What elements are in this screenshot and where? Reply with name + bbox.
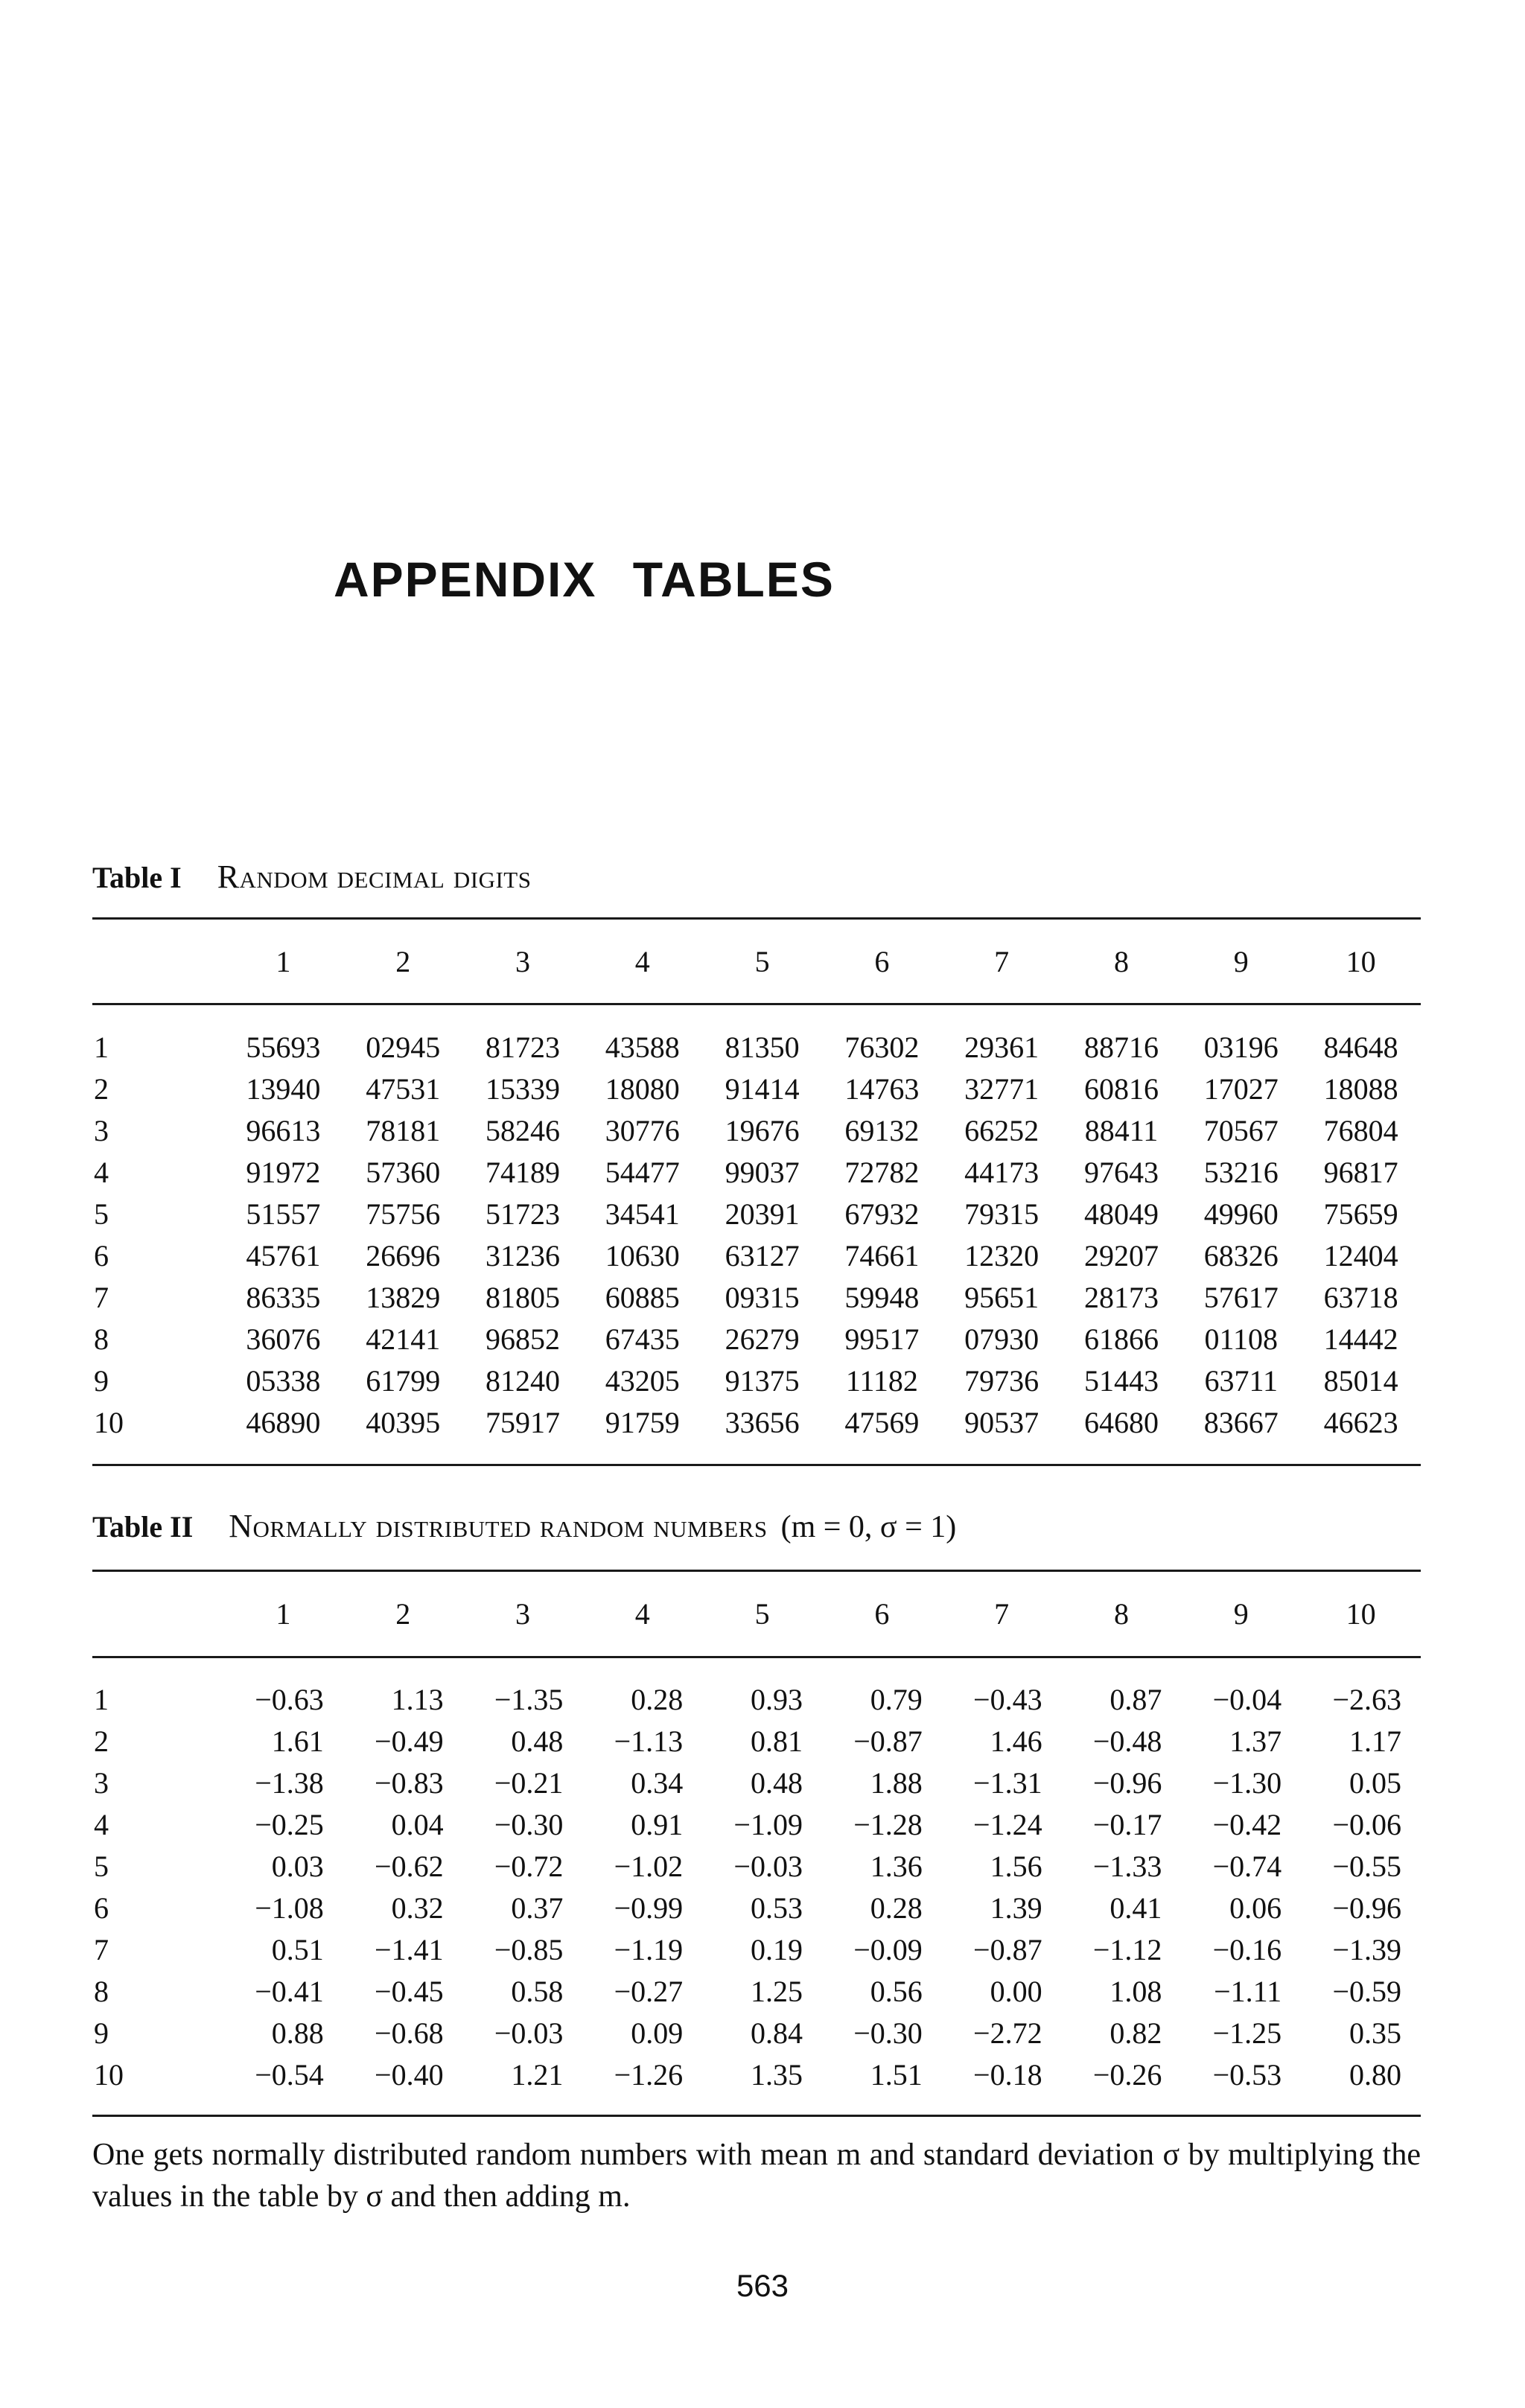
table-cell: −0.83 (375, 1765, 444, 1800)
column-header: 7 (994, 944, 1010, 978)
row-number: 8 (94, 1974, 109, 2008)
row-number: 3 (94, 1113, 109, 1147)
table-cell: −0.16 (1212, 1932, 1282, 1966)
row-number: 2 (94, 1724, 109, 1758)
table-cell: 0.34 (631, 1765, 684, 1800)
table-cell: −0.43 (973, 1682, 1042, 1716)
table-cell: −0.72 (494, 1849, 564, 1883)
column-header: 2 (395, 944, 411, 978)
table-cell: 67932 (844, 1197, 920, 1231)
table-cell: 0.09 (631, 2016, 684, 2050)
table-cell: −0.40 (375, 2057, 444, 2092)
table-row (92, 1360, 1421, 1401)
table-cell: 54477 (605, 1155, 680, 1189)
table-cell: 88716 (1083, 1030, 1159, 1064)
table-cell: −1.09 (733, 1807, 803, 1841)
table-cell: 1.13 (391, 1682, 444, 1716)
column-header: 1 (276, 944, 291, 978)
table-cell: 18080 (605, 1071, 680, 1106)
table-cell: 60885 (605, 1280, 680, 1314)
table-cell: 05338 (246, 1363, 321, 1398)
table-row (92, 1720, 1421, 1762)
table-cell: 0.37 (511, 1891, 564, 1925)
table-cell: −1.25 (1212, 2016, 1282, 2050)
table-cell: 1.61 (271, 1724, 324, 1758)
row-number: 1 (94, 1682, 109, 1716)
table-cell: 81350 (725, 1030, 800, 1064)
table-cell: −0.63 (255, 1682, 324, 1716)
table-row (92, 1068, 1421, 1109)
column-header: 4 (634, 1596, 650, 1631)
table-cell: 74661 (844, 1238, 920, 1273)
table-cell: 91759 (605, 1405, 680, 1439)
table-cell: 78181 (366, 1113, 441, 1147)
table-cell: −0.04 (1212, 1682, 1282, 1716)
table1-caption (92, 858, 531, 896)
table-row (92, 1928, 1421, 1970)
table-cell: 81723 (485, 1030, 560, 1064)
row-number: 5 (94, 1849, 109, 1883)
table-cell: 91375 (725, 1363, 800, 1398)
table-cell: 47569 (844, 1405, 920, 1439)
table-cell: 0.87 (1109, 1682, 1162, 1716)
table-cell: 0.48 (750, 1765, 803, 1800)
table-cell: −0.06 (1332, 1807, 1401, 1841)
table-cell: −0.30 (494, 1807, 564, 1841)
table-row (92, 1401, 1421, 1443)
table-cell: 12404 (1323, 1238, 1398, 1273)
table-cell: 59948 (844, 1280, 920, 1314)
table-cell: −0.41 (255, 1974, 324, 2008)
table-cell: 61799 (366, 1363, 441, 1398)
table-cell: −0.96 (1092, 1765, 1162, 1800)
table-cell: −0.99 (614, 1891, 684, 1925)
table-cell: 13829 (366, 1280, 441, 1314)
table-row (92, 1678, 1421, 1720)
table-cell: −1.28 (853, 1807, 923, 1841)
table1-title: Random decimal digits (217, 859, 532, 895)
table-cell: 40395 (366, 1405, 441, 1439)
corner-cell (92, 940, 223, 983)
table-cell: 75917 (485, 1405, 560, 1439)
table-cell: 96613 (246, 1113, 321, 1147)
table1-header-rule (92, 1003, 1421, 1005)
row-number: 6 (94, 1238, 109, 1273)
table-cell: 90537 (964, 1405, 1040, 1439)
table2-normal-numbers (92, 1592, 1421, 1635)
table-cell: −0.59 (1332, 1974, 1401, 2008)
table-cell: 95651 (964, 1280, 1040, 1314)
table-cell: 85014 (1323, 1363, 1398, 1398)
table-cell: 0.79 (870, 1682, 923, 1716)
table-cell: 57617 (1203, 1280, 1279, 1314)
table-cell: −0.27 (614, 1974, 684, 2008)
table-cell: 0.93 (750, 1682, 803, 1716)
table-row (92, 1803, 1421, 1845)
table-cell: −0.42 (1212, 1807, 1282, 1841)
table-cell: 0.28 (631, 1682, 684, 1716)
table-cell: 79315 (964, 1197, 1040, 1231)
table-cell: −0.45 (375, 1974, 444, 2008)
row-number: 9 (94, 2016, 109, 2050)
row-number: 6 (94, 1891, 109, 1925)
table-cell: 18088 (1323, 1071, 1398, 1106)
column-header: 8 (1113, 944, 1129, 978)
table-cell: −1.08 (255, 1891, 324, 1925)
table-row (92, 1970, 1421, 2012)
table-cell: 45761 (246, 1238, 321, 1273)
table-cell: 84648 (1323, 1030, 1398, 1064)
table-cell: 29207 (1083, 1238, 1159, 1273)
table-cell: 1.88 (870, 1765, 923, 1800)
column-header: 10 (1346, 944, 1376, 978)
table-cell: 1.56 (990, 1849, 1042, 1883)
table-cell: 81240 (485, 1363, 560, 1398)
table-cell: −0.30 (853, 2016, 923, 2050)
table-cell: −0.87 (973, 1932, 1042, 1966)
table-cell: 0.05 (1349, 1765, 1401, 1800)
row-number: 3 (94, 1765, 109, 1800)
table1-number: Table I (92, 861, 182, 894)
table-cell: 1.17 (1349, 1724, 1401, 1758)
table-cell: 31236 (485, 1238, 560, 1273)
row-number: 8 (94, 1322, 109, 1356)
column-header: 6 (874, 944, 890, 978)
table-cell: 91414 (725, 1071, 800, 1106)
table-cell: 63127 (725, 1238, 800, 1273)
table-cell: 33656 (725, 1405, 800, 1439)
table-cell: 72782 (844, 1155, 920, 1189)
column-header: 5 (754, 1596, 770, 1631)
table-cell: −0.03 (494, 2016, 564, 2050)
row-number: 7 (94, 1280, 109, 1314)
table-cell: 99037 (725, 1155, 800, 1189)
table-cell: 15339 (485, 1071, 560, 1106)
column-header: 5 (754, 944, 770, 978)
table-cell: 0.81 (750, 1724, 803, 1758)
table-cell: 68326 (1203, 1238, 1279, 1273)
table2-body (92, 1678, 1421, 2095)
table-cell: 30776 (605, 1113, 680, 1147)
table-cell: 70567 (1203, 1113, 1279, 1147)
table1-header-row (92, 940, 1421, 983)
table-cell: 51723 (485, 1197, 560, 1231)
table-cell: −1.02 (614, 1849, 684, 1883)
table-cell: −1.33 (1092, 1849, 1162, 1883)
table-row (92, 1318, 1421, 1360)
table-cell: 99517 (844, 1322, 920, 1356)
column-header: 3 (515, 944, 530, 978)
column-header: 9 (1233, 1596, 1249, 1631)
column-header: 10 (1346, 1596, 1376, 1631)
row-number: 4 (94, 1155, 109, 1189)
column-header: 6 (874, 1596, 890, 1631)
table-row (92, 1887, 1421, 1928)
table-cell: 01108 (1204, 1322, 1279, 1356)
table-cell: 17027 (1203, 1071, 1279, 1106)
table-cell: 69132 (844, 1113, 920, 1147)
table-cell: 76804 (1323, 1113, 1398, 1147)
table-cell: −0.87 (853, 1724, 923, 1758)
table-cell: −1.41 (375, 1932, 444, 1966)
table-cell: 81805 (485, 1280, 560, 1314)
table2-title: Normally distributed random numbers (229, 1508, 768, 1544)
column-header: 1 (276, 1596, 291, 1631)
column-header: 3 (515, 1596, 530, 1631)
table-cell: 60816 (1083, 1071, 1159, 1106)
table-cell: 64680 (1083, 1405, 1159, 1439)
table-cell: 58246 (485, 1113, 560, 1147)
table-cell: 14442 (1323, 1322, 1398, 1356)
table-cell: 91972 (246, 1155, 321, 1189)
table-cell: 63718 (1323, 1280, 1398, 1314)
table-row (92, 1276, 1421, 1318)
table-cell: 0.04 (391, 1807, 444, 1841)
table-cell: −1.13 (614, 1724, 684, 1758)
table-cell: 0.56 (870, 1974, 923, 2008)
table-cell: 88411 (1084, 1113, 1159, 1147)
column-header: 9 (1233, 944, 1249, 978)
table2-header-rule (92, 1656, 1421, 1658)
table-cell: −0.74 (1212, 1849, 1282, 1883)
table-cell: 0.84 (750, 2016, 803, 2050)
table-cell: 02945 (366, 1030, 441, 1064)
row-number: 4 (94, 1807, 109, 1841)
column-header: 8 (1113, 1596, 1129, 1631)
table1-top-rule (92, 917, 1421, 920)
table-cell: −1.19 (614, 1932, 684, 1966)
table2-params: (m = 0, σ = 1) (780, 1510, 957, 1544)
table-cell: 11182 (845, 1363, 918, 1398)
table-cell: −0.25 (255, 1807, 324, 1841)
table-row (92, 1762, 1421, 1803)
row-number: 1 (94, 1030, 109, 1064)
table-cell: 97643 (1083, 1155, 1159, 1189)
table-cell: 1.08 (1109, 1974, 1162, 2008)
row-number: 10 (94, 1405, 124, 1439)
table-cell: 57360 (366, 1155, 441, 1189)
table-cell: 61866 (1083, 1322, 1159, 1356)
page-number: 563 (736, 2268, 789, 2303)
table-cell: −0.85 (494, 1932, 564, 1966)
table-cell: 51557 (246, 1197, 321, 1231)
table-cell: 46890 (246, 1405, 321, 1439)
table-cell: 0.03 (271, 1849, 324, 1883)
table-cell: 12320 (964, 1238, 1040, 1273)
table-cell: 43588 (605, 1030, 680, 1064)
table-cell: −2.63 (1332, 1682, 1401, 1716)
table2-footnote: One gets normally distributed random numbers with mean m and standard deviation σ by multiplying the values in the table by σ and then adding m. (92, 2138, 1421, 2214)
table-cell: −1.30 (1212, 1765, 1282, 1800)
table2-bottom-rule (92, 2115, 1421, 2117)
appendix-heading: APPENDIX TABLES (334, 552, 835, 607)
table-cell: 1.36 (870, 1849, 923, 1883)
table-cell: 0.28 (870, 1891, 923, 1925)
table-cell: 49960 (1203, 1197, 1279, 1231)
table-cell: 0.88 (271, 2016, 324, 2050)
table-cell: 1.46 (990, 1724, 1042, 1758)
table-cell: 03196 (1203, 1030, 1279, 1064)
table-cell: −0.18 (973, 2057, 1042, 2092)
row-number: 5 (94, 1197, 109, 1231)
table-cell: 36076 (246, 1322, 321, 1356)
table-cell: −0.48 (1092, 1724, 1162, 1758)
table-cell: 34541 (605, 1197, 680, 1231)
table2-header-row (92, 1592, 1421, 1635)
table-cell: 10630 (605, 1238, 680, 1273)
table-cell: 0.00 (990, 1974, 1042, 2008)
table-row (92, 1193, 1421, 1235)
table-cell: 1.25 (750, 1974, 803, 2008)
table-cell: 1.37 (1229, 1724, 1282, 1758)
table-cell: 42141 (366, 1322, 441, 1356)
table-cell: 83667 (1203, 1405, 1279, 1439)
table-cell: 43205 (605, 1363, 680, 1398)
table-cell: 44173 (964, 1155, 1040, 1189)
table-cell: 86335 (246, 1280, 321, 1314)
table-cell: 46623 (1323, 1405, 1398, 1439)
row-number: 9 (94, 1363, 109, 1398)
table-cell: 1.39 (990, 1891, 1042, 1925)
table2-top-rule (92, 1570, 1421, 1572)
table-cell: 0.41 (1109, 1891, 1162, 1925)
table2-caption (92, 1507, 956, 1545)
table-cell: −0.54 (255, 2057, 324, 2092)
table-cell: 67435 (605, 1322, 680, 1356)
table-cell: 0.53 (750, 1891, 803, 1925)
table-cell: 29361 (964, 1030, 1040, 1064)
table-cell: 75659 (1323, 1197, 1398, 1231)
table-cell: 26279 (725, 1322, 800, 1356)
table-cell: 96817 (1323, 1155, 1398, 1189)
table-cell: 0.19 (750, 1932, 803, 1966)
table-cell: 0.06 (1229, 1891, 1282, 1925)
table-cell: −1.38 (255, 1765, 324, 1800)
table-cell: 0.32 (391, 1891, 444, 1925)
table1-random-digits (92, 940, 1421, 983)
table-cell: 1.21 (511, 2057, 564, 2092)
table-cell: 48049 (1083, 1197, 1159, 1231)
table-cell: 0.51 (271, 1932, 324, 1966)
table-cell: 0.58 (511, 1974, 564, 2008)
table-row (92, 1026, 1421, 1068)
table-cell: −0.55 (1332, 1849, 1401, 1883)
table-cell: 63711 (1204, 1363, 1279, 1398)
table-cell: 66252 (964, 1113, 1040, 1147)
table-cell: 0.91 (631, 1807, 684, 1841)
table-cell: 26696 (366, 1238, 441, 1273)
row-number: 7 (94, 1932, 109, 1966)
table-cell: −1.39 (1332, 1932, 1401, 1966)
row-number: 10 (94, 2057, 124, 2092)
table-cell: −0.53 (1212, 2057, 1282, 2092)
table-cell: −1.26 (614, 2057, 684, 2092)
table-cell: −0.96 (1332, 1891, 1401, 1925)
column-header: 7 (994, 1596, 1010, 1631)
table-cell: 20391 (725, 1197, 800, 1231)
table1-body (92, 1026, 1421, 1443)
table-cell: 76302 (844, 1030, 920, 1064)
table-cell: 28173 (1083, 1280, 1159, 1314)
table-cell: 0.35 (1349, 2016, 1401, 2050)
table-cell: 74189 (485, 1155, 560, 1189)
row-number: 2 (94, 1071, 109, 1106)
table-cell: 14763 (844, 1071, 920, 1106)
table-cell: 53216 (1203, 1155, 1279, 1189)
table-cell: −1.12 (1092, 1932, 1162, 1966)
table-cell: 0.82 (1109, 2016, 1162, 2050)
table-cell: 1.51 (870, 2057, 923, 2092)
table-row (92, 2012, 1421, 2054)
table-cell: 07930 (964, 1322, 1040, 1356)
table-cell: −1.31 (973, 1765, 1042, 1800)
corner-cell (92, 1592, 223, 1635)
table-cell: −1.24 (973, 1807, 1042, 1841)
table-cell: −0.17 (1092, 1807, 1162, 1841)
table-cell: −0.68 (375, 2016, 444, 2050)
table-cell: 19676 (725, 1113, 800, 1147)
table-row (92, 2054, 1421, 2095)
table-cell: −1.35 (494, 1682, 564, 1716)
table-cell: −0.03 (733, 1849, 803, 1883)
table-cell: −0.21 (494, 1765, 564, 1800)
table-cell: 55693 (246, 1030, 321, 1064)
table-cell: 75756 (366, 1197, 441, 1231)
table-cell: 96852 (485, 1322, 560, 1356)
table-cell: −0.26 (1092, 2057, 1162, 2092)
table-cell: −2.72 (973, 2016, 1042, 2050)
table-cell: 0.80 (1349, 2057, 1401, 2092)
table-cell: −0.09 (853, 1932, 923, 1966)
table-cell: 79736 (964, 1363, 1040, 1398)
table-cell: −1.11 (1214, 1974, 1282, 2008)
column-header: 4 (634, 944, 650, 978)
table-cell: 0.48 (511, 1724, 564, 1758)
table2-number: Table II (92, 1510, 194, 1544)
table-cell: 32771 (964, 1071, 1040, 1106)
table-cell: 51443 (1083, 1363, 1159, 1398)
table-cell: −0.49 (375, 1724, 444, 1758)
table-cell: 13940 (246, 1071, 321, 1106)
table-row (92, 1151, 1421, 1193)
table1-bottom-rule (92, 1464, 1421, 1466)
table-cell: 1.35 (750, 2057, 803, 2092)
table-cell: 47531 (366, 1071, 441, 1106)
table-row (92, 1845, 1421, 1887)
table-row (92, 1235, 1421, 1276)
table-row (92, 1109, 1421, 1151)
table-cell: 09315 (725, 1280, 800, 1314)
table-cell: −0.62 (375, 1849, 444, 1883)
column-header: 2 (395, 1596, 411, 1631)
